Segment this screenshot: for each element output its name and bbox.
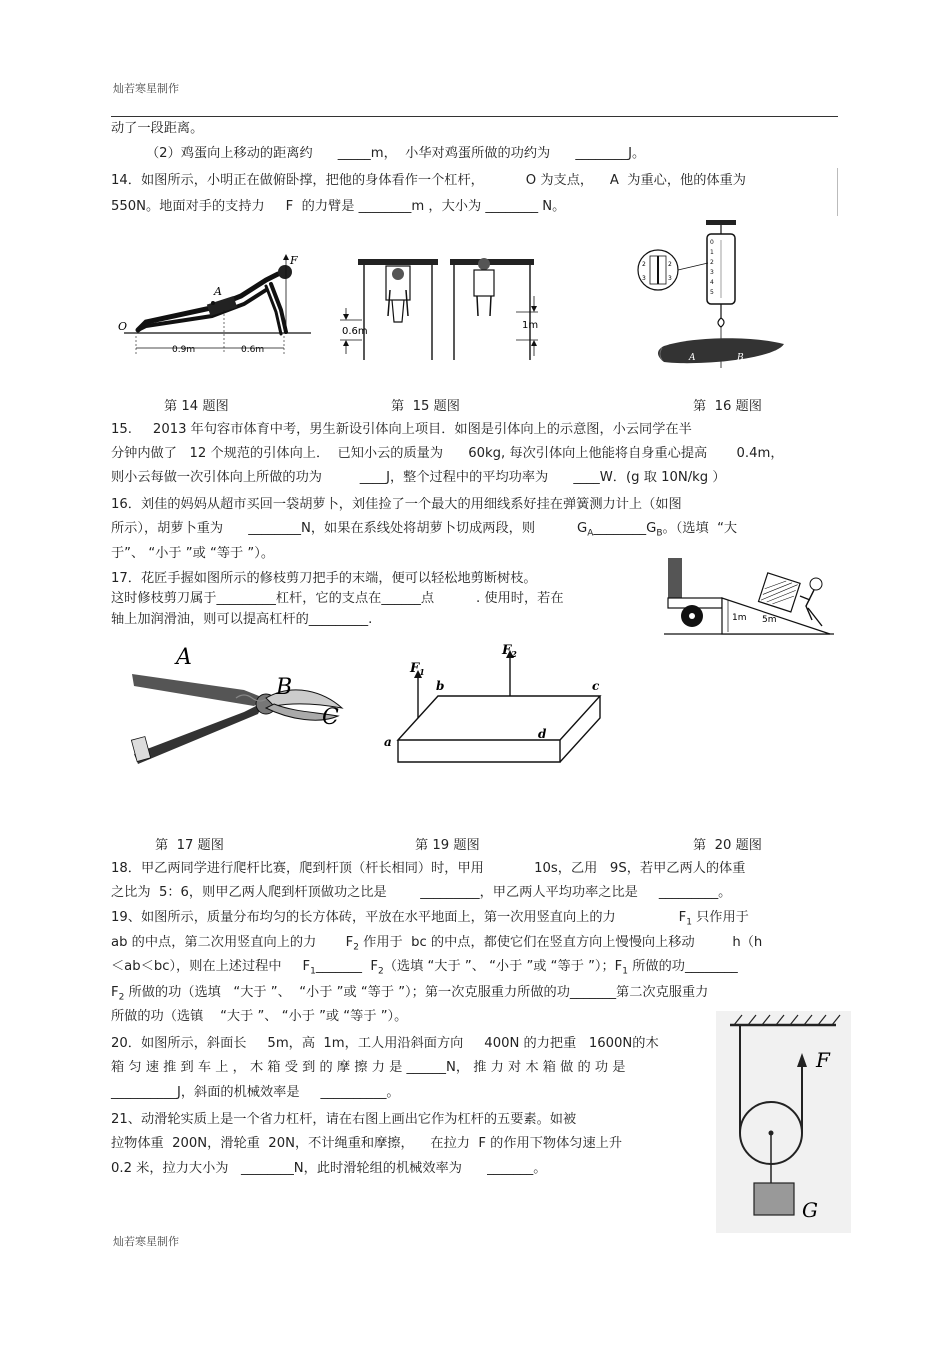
shears-label-c: C: [322, 705, 339, 730]
ramp-length: 5m: [762, 615, 777, 625]
svg-text:3: 3: [710, 269, 714, 276]
q19-line-5: 所做的功（选镇 “大于 ”、 “小于 ”或 “等于 ”）。: [111, 1009, 408, 1024]
figure-21-pulley: [716, 1011, 851, 1233]
caption-fig-14: 第 14 题图: [164, 399, 229, 414]
q19-line-4: $F_2$ 所做的功（选填 “大于 ”、 “小于 ”或 “等于 ”）；第一次克服重力所做的功_______第二次克服重力: [111, 985, 709, 1003]
q19-line-1: 19、如图所示，质量分布均匀的长方体砖，平放在水平地面上，第一次用竖直向上的力 $F_1$ 只作用于: [111, 910, 749, 928]
q15-line-2: 分钟内做了 12 个规范的引体向上． 已知小云的质量为 60kg, 每次引体向上他能将自身重心提高 0.4m，: [111, 446, 784, 461]
brick-label-f2: $F_2$: [502, 643, 517, 659]
q14-line-1: 14．如图所示，小明正在做俯卧撑，把他的身体看作一个杠杆， O 为支点， A 为重心，他的体重为: [111, 173, 746, 188]
text-line-1: 动了一段距离。: [111, 121, 204, 136]
q14-line-2: 550N。地面对手的支持力 F 的力臂是 ________m ，大小为 ________ N。: [111, 199, 566, 214]
svg-text:0: 0: [710, 239, 714, 246]
q21-line-2: 拉物体重 200N，滑轮重 20N，不计绳重和摩擦， 在拉力 F 的作用下物体匀速上升: [111, 1136, 622, 1151]
pushup-label-f: F: [290, 254, 298, 267]
ramp-height: 1m: [732, 613, 747, 623]
caption-fig-20: 第 20 题图: [693, 838, 762, 853]
page-footer: 灿若寒星制作: [113, 1235, 179, 1248]
shears-label-b: B: [276, 675, 293, 700]
svg-text:3: 3: [668, 275, 672, 282]
brick-label-b: b: [436, 679, 445, 693]
caption-fig-16: 第 16 题图: [693, 399, 762, 414]
q17-line-2: 这时修枝剪刀属于_________杠杆，它的支点在______点 . 使用时，若在: [111, 591, 564, 606]
pushup-label-a: A: [214, 285, 222, 298]
q18-line-1: 18．甲乙两同学进行爬杆比赛，爬到杆顶（杆长相同）时，甲用 10s，乙用 9S，若甲乙两人的体重: [111, 861, 746, 876]
q19-line-2: ab 的中点，第二次用竖直向上的力 $F_2$ 作用于 bc 的中点，都使它们在竖直方向上慢慢向上移动 h（h: [111, 935, 763, 953]
brick-label-f1: $F_1$: [410, 661, 425, 677]
q16-line-3: 于”、 “小于 ”或 “等于 ”）。: [111, 546, 275, 561]
q17-line-1: 17．花匠手握如图所示的修枝剪刀把手的末端，便可以轻松地剪断树枝。: [111, 571, 537, 586]
pushup-label-o: O: [118, 320, 128, 333]
q17-line-3: 轴上加润滑油，则可以提高杠杆的_________.: [111, 612, 373, 627]
brick-label-c: c: [592, 679, 600, 693]
caption-fig-17: 第 17 题图: [155, 838, 224, 853]
figure-20-ramp: [662, 556, 837, 646]
q21-line-1: 21、动滑轮实质上是一个省力杠杆，请在右图上画出它作为杠杆的五要素。如被: [111, 1112, 577, 1127]
svg-text:3: 3: [642, 275, 646, 282]
caption-fig-19: 第 19 题图: [415, 838, 480, 853]
shears-label-a: A: [176, 645, 192, 670]
q20-line-2: 箱 匀 速 推 到 车 上 ， 木 箱 受 到 的 摩 擦 力 是 ______N， 推 力 对 木 箱 做 的 功 是: [111, 1060, 626, 1075]
pullup-height-1: 0.6m: [342, 326, 368, 337]
brick-label-a: a: [384, 735, 392, 749]
svg-text:1: 1: [710, 249, 714, 256]
pullup-height-2: 1m: [522, 320, 539, 331]
q19-line-3: ＜ab＜bc），则在上述过程中 $F_1\_\_\_\_\_\_\_$ $F_2$（选填 “大于 ”、 “小于 ”或 “等于 ”）；$F_1$ 所做的功________: [111, 959, 738, 977]
figure-17-pruning-shears: [124, 642, 364, 772]
column-rule: [837, 168, 838, 216]
pulley-label-g: G: [802, 1198, 818, 1222]
header-rule: [111, 116, 838, 117]
carrot-label-b: B: [737, 353, 744, 363]
svg-text:2: 2: [710, 259, 714, 266]
svg-text:2: 2: [668, 261, 672, 268]
pushup-dist-1: 0.9m: [172, 345, 196, 355]
pushup-dist-2: 0.6m: [241, 345, 265, 355]
q15-line-1: 15. 2013 年句容市体育中考，男生新设引体向上项目．如图是引体向上的示意图，小云同学在半: [111, 422, 692, 437]
svg-text:2: 2: [642, 261, 646, 268]
figure-15-pullup: [334, 256, 554, 364]
text-line-2: （2）鸡蛋向上移动的距离约 _____m， 小华对鸡蛋所做的功约为 ________J。: [146, 146, 646, 161]
q20-line-1: 20．如图所示，斜面长 5m，高 1m，工人用沿斜面方向 400N 的力把重 1600N的木: [111, 1036, 659, 1051]
q21-line-3: 0.2 米，拉力大小为 ________N，此时滑轮组的机械效率为 _______。: [111, 1161, 547, 1176]
svg-text:5: 5: [710, 289, 714, 296]
svg-text:4: 4: [710, 279, 714, 286]
q18-line-2: 之比为 5：6，则甲乙两人爬到杆顶做功之比是 _________，甲乙两人平均功率之比是 _________。: [111, 885, 732, 900]
page-header: 灿若寒星制作: [113, 82, 179, 95]
q15-line-3: 则小云每做一次引体向上所做的功为 ____J，整个过程中的平均功率为 ____W．(g 取 10N/kg ）: [111, 470, 726, 485]
figure-14-pushup: [116, 250, 316, 362]
brick-label-d: d: [538, 727, 547, 741]
q16-line-1: 16．刘佳的妈妈从超市买回一袋胡萝卜，刘佳捡了一个最大的用细线系好挂在弹簧测力计上（如图: [111, 497, 682, 512]
figure-16-spring-scale: [634, 218, 814, 378]
q16-line-2: 所示），胡萝卜重为 ________N，如果在系线处将胡萝卜切成两段，则 $G_A\_\_\_\_\_\_\_\_G_B$。（选填 “大: [111, 521, 738, 539]
figure-19-brick: [378, 642, 608, 770]
carrot-label-a: A: [689, 353, 696, 363]
pulley-label-f: F: [816, 1048, 830, 1072]
q20-line-3: __________J，斜面的机械效率是 __________。: [111, 1085, 400, 1100]
caption-fig-15: 第 15 题图: [391, 399, 460, 414]
